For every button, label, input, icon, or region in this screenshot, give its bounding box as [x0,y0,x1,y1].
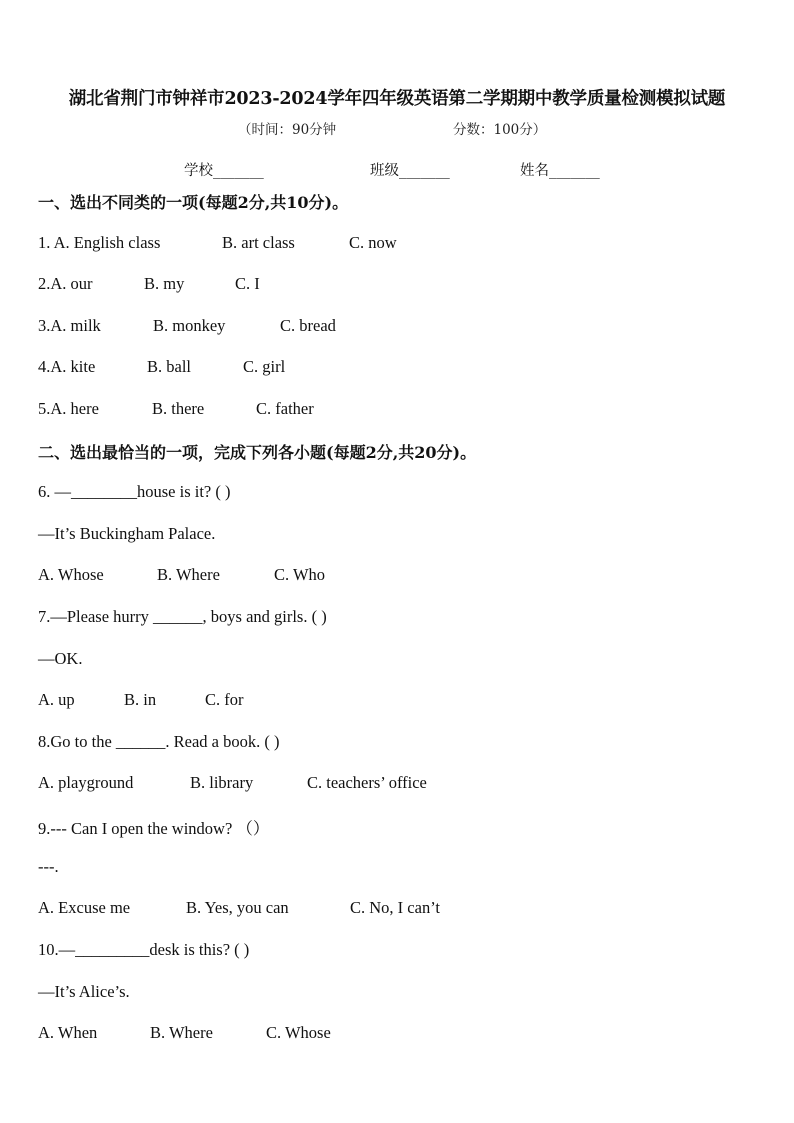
question-5-option-a: 5.A. here [38,399,99,418]
question-4 [38,357,95,377]
question-5-option-b: B. there [152,399,205,418]
question-7-option-a: A. up [38,690,75,709]
question-7-option-b: B. in [124,690,157,709]
question-8-option-c: C. teachers’ office [307,773,427,792]
question-3-option-c: C. bread [280,316,336,335]
question-5 [38,399,99,419]
question-6-reply: —It’s Buckingham Palace. [38,524,216,543]
question-2-option-c: C. I [235,274,260,293]
question-7-stem: 7.—Please hurry ______, boys and girls. ( ) [38,607,327,626]
question-2-option-a: 2.A. our [38,274,93,293]
question-2 [38,274,93,294]
question-4-option-b: B. ball [147,357,191,376]
question-6-option-c: C. Who [274,565,326,584]
question-8-option-b: B. library [190,773,254,792]
question-7-reply: —OK. [38,649,83,668]
school-field: 学校_______ [184,163,264,179]
question-7-option-c: C. for [205,690,244,709]
question-3-option-b: B. monkey [153,316,226,335]
question-2-option-b: B. my [144,274,185,293]
question-10-option-c: C. Whose [266,1023,331,1042]
question-3-option-a: 3.A. milk [38,316,101,335]
name-field: 姓名_______ [520,163,600,179]
question-6-option-b: B. Where [157,565,220,584]
question-1-option-b: B. art class [222,233,295,252]
exam-score: 分数：100分） [453,122,547,138]
exam-time: （时间：90分钟 [238,122,337,138]
question-6-stem: 6. —________house is it? ( ) [38,482,231,501]
question-1 [38,233,160,253]
question-10-option-b: B. Where [150,1023,213,1042]
exam-title: 湖北省荆门市钟祥市2023-2024学年四年级英语第二学期期中教学质量检测模拟试题 [68,89,726,109]
question-1-option-a: 1. A. English class [38,233,161,252]
class-field: 班级_______ [370,163,450,179]
question-3 [38,316,101,336]
question-9-option-a: A. Excuse me [38,898,131,917]
question-10-stem: 10.—_________desk is this? ( ) [38,940,250,959]
question-5-option-c: C. father [256,399,314,418]
question-8-option-a: A. playground [38,773,134,792]
question-9-option-b: B. Yes, you can [186,898,289,917]
question-9-option-c: C. No, I can’t [350,898,440,917]
question-4-option-c: C. girl [243,357,286,376]
question-6-option-a: A. Whose [38,565,104,584]
section-2-heading: 二、选出最恰当的一项，完成下列各小题(每题2分,共20分)。 [38,443,477,462]
question-10-option-a: A. When [38,1023,98,1042]
question-9-stem: 9.--- Can I open the window? （） [38,819,270,838]
question-4-option-a: 4.A. kite [38,357,96,376]
section-1-heading: 一、选出不同类的一项(每题2分,共10分)。 [38,193,349,212]
question-9-reply: ---. [38,857,59,876]
question-8-stem: 8.Go to the ______. Read a book. ( ) [38,732,280,751]
question-1-option-c: C. now [349,233,397,252]
question-10-reply: —It’s Alice’s. [38,982,130,1001]
